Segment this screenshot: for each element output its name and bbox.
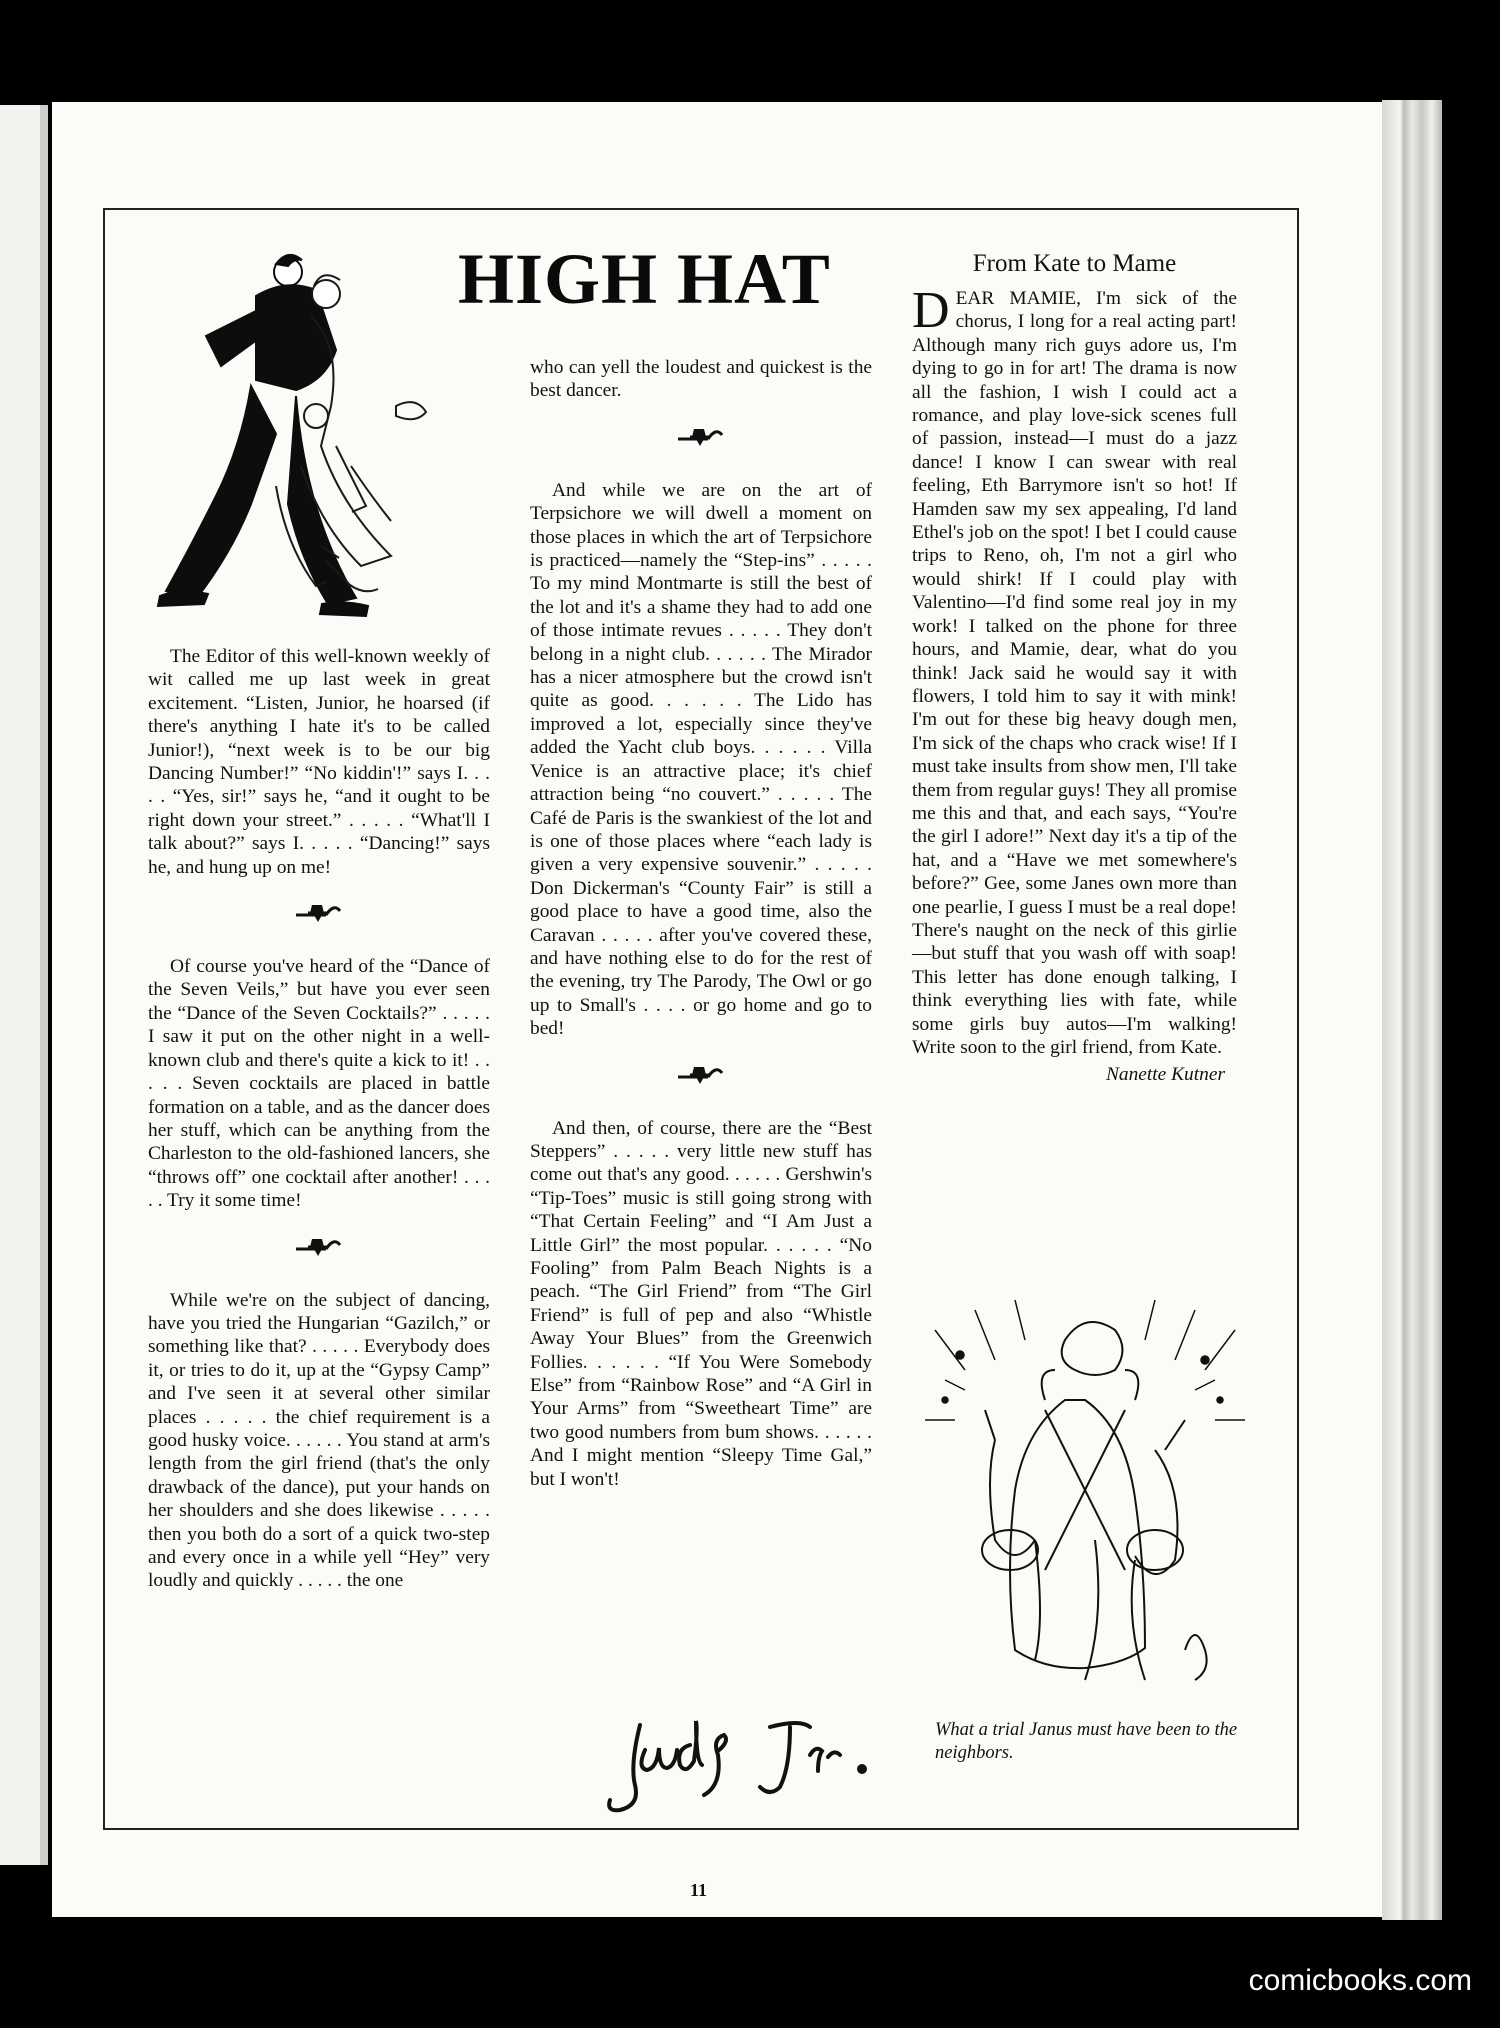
middle-paragraph-1: who can yell the loudest and quickest is the best dancer. [530, 357, 872, 402]
left-paragraph-3: While we're on the subject of dancing, have you tried the Hungarian “Gazilch,” or something like that? . . . . . Everybody does it, or tries to do it, up at the “Gypsy Camp” and I've seen it at several other similar places . . . . . the chief requirement is a good husky voice. . . . . . You stand at arm's length from the girl friend (that's the only drawback of the dance), put your hands on her shoulders and she does likewise . . . . . then you both do a sort of a quick two-step and every once in a while yell “Hey” very loudly and quickly . . . . . the one [148, 1289, 490, 1592]
cane-hat-ornament-icon [294, 1235, 344, 1257]
poem-title: From Kate to Mame [972, 250, 1177, 277]
gutter [40, 105, 48, 1865]
dancing-couple-illustration [146, 246, 456, 626]
left-paragraph-2: Of course you've heard of the “Dance of the Seven Veils,” but have you ever seen the “Dance of the Seven Cocktails?” . . . . . I saw it put on the other night in a well-known club and there's quite a kick to it! . . . . . Seven cocktails are placed in battle formation on a table, and as the dancer does her stuff, which can be anything from the Charleston to the old-fashioned lancers, she “throws off” one cocktail after another! . . . . . Try it some time! [148, 956, 490, 1212]
left-page-edge [0, 105, 48, 1865]
watermark: comicbooks.com [1248, 1964, 1472, 1997]
poem-text: I'm sick of the chorus, I long for a real acting part! Although many rich guys adore us, I'm dying to go in for art! The drama is now all the fashion, I wish I could act a romance, and play love-sick scenes full of passion, instead—I must do a jazz dance! I know I can swear with real feeling, Eth Barrymore isn't so hot! If Hamden saw my sex appealing, I'd land Ethel's job on the spot! I bet I could cause trips to Reno, oh, I'm not a girl who would shirk! If I could play with Valentino—I'd find some real joy in my work! I talked on the phone for three hours, and Mamie, dear, what do you think! Jack said he would say it with flowers, I told him to say it with mink! I'm out for these big heavy dough men, I'm sick of the chaps who crack wise! If I must take insults from show men, I'll take them from regular guys! They all promise me this and that, and each says, “You're the girl I adore!” Next day it's a tip of the hat, and a “Have we met somewhere's before?” Gee, some Janes own more than one pearlie, I guess I must be a real dope! There's naught on the neck of this girlie—but stuff that you wash off with soap! This letter has done enough talking, I think everything lies with fate, while some girls buy autos—I'm walking! Write soon to the girl friend, from Kate. [912, 288, 1237, 1058]
middle-column [530, 356, 872, 1491]
page-title: HIGH HAT [458, 239, 831, 319]
separator [530, 425, 872, 447]
page-number: 11 [690, 1880, 708, 1900]
cane-hat-ornament-icon [676, 1063, 726, 1085]
saxophone-player-illustration [915, 1300, 1255, 1705]
poem-body [912, 282, 1237, 1059]
separator [148, 1235, 490, 1257]
illustration-caption: What a trial Janus must have been to the neighbors. [935, 1720, 1238, 1763]
left-column [148, 645, 490, 1593]
judge-jr-signature [600, 1705, 880, 1815]
middle-paragraph-2: And while we are on the art of Terpsichore we will dwell a moment on those places in which the art of Terpsichore is practiced—namely the “Step-ins” . . . . . To my mind Montmarte is still the best of the lot and it's a shame they had to add one of those intimate revues . . . . . They don't belong in a night club. . . . . . The Mirador has a nicer atmosphere but the crowd isn't quite as good. . . . . . The Lido has improved a lot, especially since they've added the Yacht club boys. . . . . . Villa Venice is an attractive place; it's chief attraction being “no couvert.” . . . . . The Café de Paris is the swankiest of the lot and is one of those places where “each lady is given a very expensive souvenir.” . . . . . Don Dickerman's “County Fair” is still a good place to have a good time, also the Caravan . . . . . after you've covered these, and have nothing else to do for the rest of the evening, try The Parody, The Owl or go up to Small's . . . . or go home and go to bed! [530, 479, 872, 1040]
separator [148, 901, 490, 923]
separator [530, 1063, 872, 1085]
cane-hat-ornament-icon [294, 901, 344, 923]
right-column [912, 282, 1237, 1087]
byline: Nanette Kutner [1105, 1064, 1225, 1086]
cane-hat-ornament-icon [676, 425, 726, 447]
drop-cap: D [912, 282, 950, 339]
page-stack-edge [1382, 100, 1442, 1920]
left-paragraph-1: The Editor of this well-known weekly of wit called me up last week in great excitement. “Listen, Junior, he hoarsed (if there's anything I hate it's to be called Junior!), “next week is to be our big Dancing Number!” “No kiddin'!” says I. . . . . “Yes, sir!” says he, “and it ought to be right down your street.” . . . . . “What'll I talk about?” says I. . . . . “Dancing!” says he, and hung up on me! [148, 646, 490, 878]
poem-salutation: EAR MAMIE, [955, 288, 1081, 309]
middle-paragraph-3: And then, of course, there are the “Best Steppers” . . . . . very little new stuff has come out that's any good. . . . . . Gershwin's “Tip-Toes” music is still going strong with “That Certain Feeling” and “I Am Just a Little Girl” the most popular. . . . . . “No Fooling” from Palm Beach Nights is a peach. “The Girl Friend” from “The Girl Friend” is full of pep and also “Whistle Away Your Blues” from the Greenwich Follies. . . . . . “If You Were Somebody Else” from “Rainbow Rose” and “A Girl in Your Arms” from “Sweetheart Time” are two good numbers from bum shows. . . . . . And I might mention “Sleepy Time Gal,” but I won't! [530, 1117, 872, 1490]
